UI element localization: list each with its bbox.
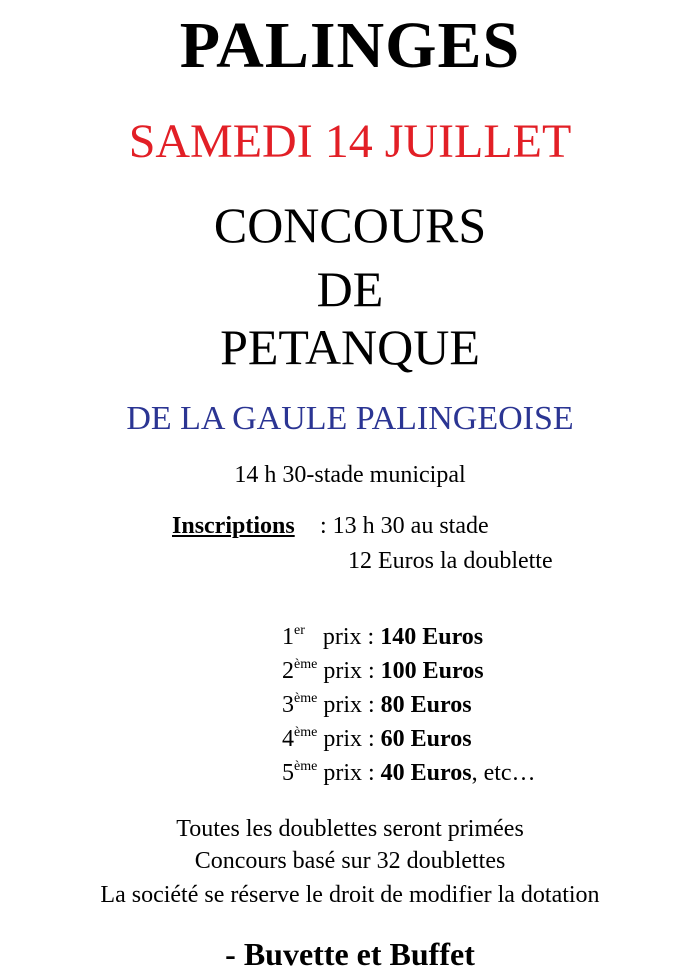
prize-word: prix :	[323, 726, 381, 752]
prize-amount: 140 Euros	[380, 624, 484, 650]
event-date: SAMEDI 14 JUILLET	[128, 115, 572, 168]
prize-amount: 80 Euros	[380, 692, 472, 718]
inscriptions-detail: : 13 h 30 au stade	[320, 513, 489, 539]
prize-word: prix :	[322, 624, 381, 650]
prize-rank-suffix: ème	[294, 725, 318, 740]
prize-rank: 5	[282, 760, 294, 786]
footer-disclaimer: La société se réserve le droit de modifier la dotation	[100, 882, 600, 908]
prize-row	[282, 616, 483, 652]
prize-amount: 40 Euros	[380, 760, 472, 786]
time-place: 14 h 30-stade municipal	[234, 462, 466, 488]
prize-rank-suffix: er	[294, 623, 305, 638]
prize-rank: 2	[282, 658, 294, 684]
prize-rank: 3	[282, 692, 294, 718]
inscriptions-price: 12 Euros la doublette	[348, 548, 553, 574]
prize-extra: , etc…	[471, 760, 536, 786]
prize-word: prix :	[323, 692, 381, 718]
prize-rank: 1	[282, 624, 294, 650]
prize-rank: 4	[282, 726, 294, 752]
footer-all-prized: Toutes les doublettes seront primées	[176, 816, 524, 842]
prize-amount: 60 Euros	[380, 726, 472, 752]
prize-row	[282, 650, 484, 686]
footer-capacity: Concours basé sur 32 doublettes	[194, 848, 506, 874]
prize-rank-suffix: ème	[294, 691, 318, 706]
prize-row	[282, 752, 536, 788]
prize-rank-suffix: ème	[294, 657, 318, 672]
town-title: PALINGES	[179, 9, 521, 82]
prize-word: prix :	[323, 658, 381, 684]
prize-row	[282, 684, 472, 720]
prize-row	[282, 718, 472, 754]
organizer: DE LA GAULE PALINGEOISE	[126, 400, 574, 437]
title-line-concours: CONCOURS	[213, 197, 487, 253]
buffet-notice: - Buvette et Buffet	[225, 936, 475, 972]
prize-amount: 100 Euros	[380, 658, 484, 684]
title-line-de: DE	[316, 261, 384, 317]
title-line-petanque: PETANQUE	[220, 319, 480, 375]
prize-word: prix :	[323, 760, 381, 786]
inscriptions-label: Inscriptions	[172, 513, 295, 539]
prize-rank-suffix: ème	[294, 759, 318, 774]
